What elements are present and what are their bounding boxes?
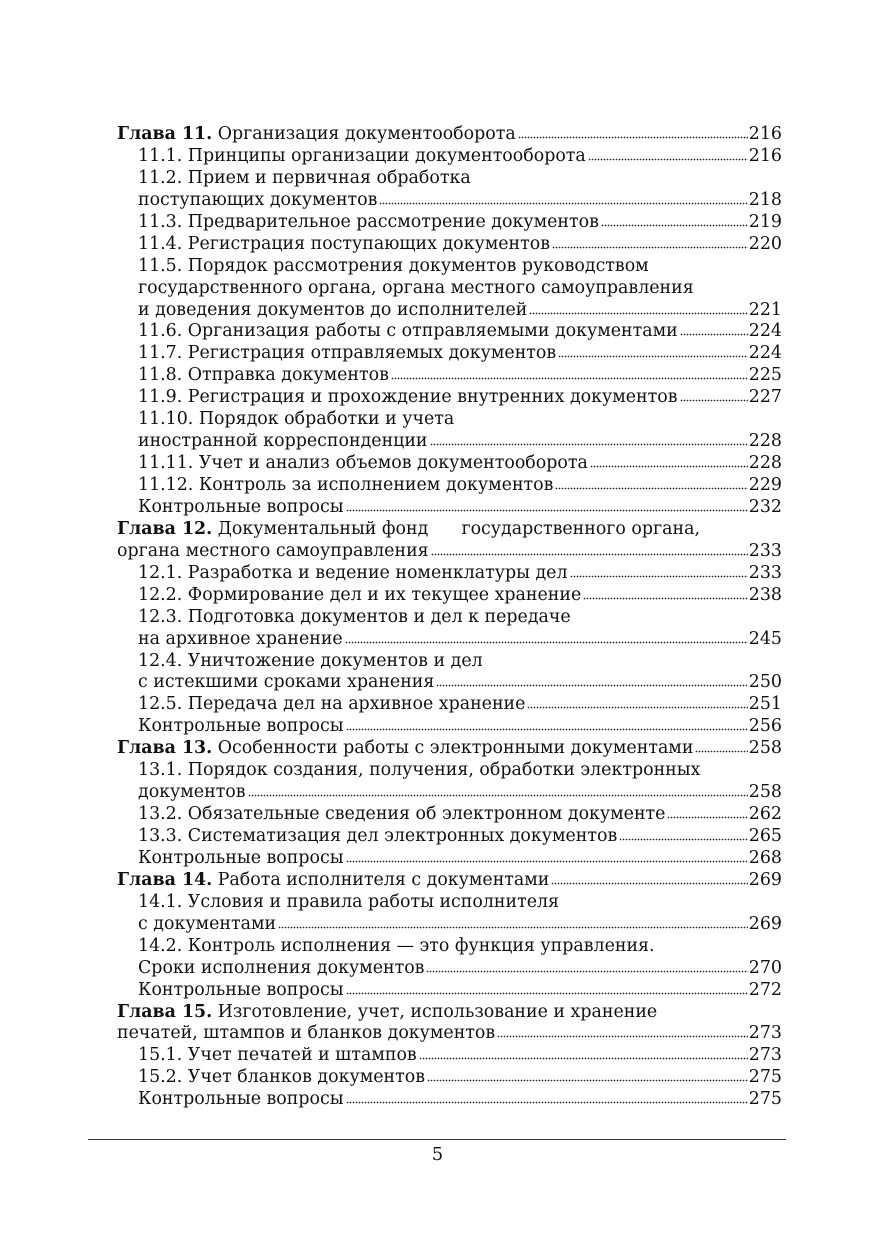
- toc-entry: [117, 782, 782, 804]
- dot-leader: [419, 1056, 748, 1060]
- dot-leader: [346, 991, 748, 995]
- toc-entry-text: [117, 1023, 495, 1045]
- toc-entry-text: [117, 1002, 657, 1022]
- toc-entry: [117, 343, 782, 365]
- toc-entry: [117, 563, 782, 585]
- toc-entry-text: [138, 585, 581, 607]
- toc-entry: [117, 716, 782, 738]
- toc-title: Изготовление, учет, использование и хранение: [212, 1001, 658, 1022]
- dot-leader: [555, 486, 747, 490]
- toc-entry: [117, 497, 782, 519]
- toc-entry-text: [138, 300, 527, 322]
- toc-title: иностранной корреспонденции: [138, 431, 428, 452]
- chapter-label: Глава 14.: [117, 869, 213, 890]
- toc-page-number: 258: [748, 782, 782, 803]
- toc-entry: [117, 848, 782, 870]
- toc-title: 13.2. Обязательные сведения об электронном документе: [138, 804, 666, 825]
- toc-title: 11.11. Учет и анализ объемов документооборота: [138, 453, 588, 474]
- toc-title: государственного органа, органа местного самоуправления: [138, 277, 694, 298]
- toc-entry: [117, 672, 782, 694]
- toc-page-number: 238: [748, 584, 782, 605]
- toc-entry-text: [138, 1089, 344, 1111]
- toc-title: Сроки исполнения документов: [138, 957, 425, 978]
- dot-leader: [379, 201, 747, 205]
- toc-entry-text: [138, 497, 344, 519]
- toc-entry-text: [138, 892, 559, 912]
- dot-leader: [619, 837, 748, 841]
- dot-leader: [558, 354, 748, 358]
- toc-entry-text: [138, 936, 655, 956]
- toc-entry: [117, 453, 782, 475]
- toc-entry-text: [117, 124, 516, 146]
- toc-entry: [117, 234, 782, 256]
- toc-entry: [117, 387, 782, 409]
- toc-entry-text: [138, 431, 428, 453]
- toc-title: печатей, штампов и бланков документов: [117, 1023, 496, 1044]
- toc-entry-text: [138, 782, 246, 804]
- toc-title: Контрольные вопросы: [138, 716, 344, 737]
- toc-title: Контрольные вопросы: [138, 847, 344, 868]
- toc-entry-text: [138, 1067, 425, 1089]
- dot-leader: [346, 1100, 748, 1104]
- toc-entry-text: [138, 190, 377, 212]
- toc-page-number: 269: [748, 869, 782, 890]
- dot-leader: [529, 311, 747, 315]
- toc-page-number: 227: [748, 387, 782, 408]
- dot-leader: [430, 442, 748, 446]
- dot-leader: [527, 705, 747, 709]
- toc-entry-text: [138, 1045, 417, 1067]
- toc-title: 11.10. Порядок обработки и учета: [138, 409, 455, 430]
- toc-entry-continued: [117, 1002, 782, 1024]
- toc-title: 11.2. Прием и первичная обработка: [138, 167, 471, 188]
- dot-leader: [346, 859, 748, 863]
- toc-page-number: 275: [748, 1067, 782, 1088]
- toc-entry: [117, 958, 782, 980]
- toc-title: 11.4. Регистрация поступающих документов: [138, 233, 551, 254]
- toc-page-number: 272: [748, 979, 782, 1000]
- toc-entry: [117, 1045, 782, 1067]
- toc-title: 14.1. Условия и правила работы исполнителя: [138, 891, 560, 912]
- toc-page-number: 269: [748, 913, 782, 934]
- toc-entry: [117, 804, 782, 826]
- dot-leader: [345, 640, 748, 644]
- dot-leader: [570, 574, 748, 578]
- toc-entry-text: [138, 278, 694, 298]
- toc-entry: [117, 124, 782, 146]
- dot-leader: [426, 969, 747, 973]
- toc-entry: [117, 1023, 782, 1045]
- toc-entry-continued: [117, 409, 782, 431]
- toc-page-number: 265: [748, 826, 782, 846]
- toc-entry-text: [138, 256, 649, 276]
- toc-title: 15.1. Учет печатей и штампов: [138, 1045, 417, 1066]
- toc-title: 11.5. Порядок рассмотрения документов руководством: [138, 255, 649, 276]
- toc-entry-continued: [117, 168, 782, 190]
- toc-entry: [117, 694, 782, 716]
- dot-leader: [436, 683, 747, 687]
- toc-entry-continued: [117, 936, 782, 958]
- toc-page-number: 225: [748, 365, 782, 386]
- dot-leader: [680, 398, 748, 402]
- toc-page-number: 224: [748, 321, 782, 342]
- toc-entry-continued: [117, 519, 782, 541]
- toc-page-number: 270: [748, 957, 782, 978]
- toc-entry-text: [138, 672, 434, 694]
- toc-entry-text: [138, 607, 571, 627]
- toc-title: 12.4. Уничтожение документов и дел: [138, 650, 483, 671]
- toc-entry-continued: [117, 651, 782, 673]
- toc-entry: [117, 629, 782, 651]
- toc-entry: [117, 1089, 782, 1111]
- toc-title: Работа исполнителя с документами: [212, 869, 550, 890]
- toc-page-number: 228: [748, 453, 782, 474]
- dot-leader: [667, 815, 747, 819]
- toc-title: документов: [138, 782, 246, 803]
- toc-page-number: 233: [748, 540, 782, 561]
- toc-page-number: 216: [748, 124, 782, 144]
- dot-leader: [601, 223, 748, 227]
- toc-entry: [117, 212, 782, 234]
- toc-entry: [117, 980, 782, 1002]
- toc-title: Контрольные вопросы: [138, 496, 344, 517]
- toc-entry-text: [138, 651, 483, 671]
- toc-title: 13.3. Систематизация дел электронных документов: [138, 826, 618, 846]
- toc-title: 11.8. Отправка документов: [138, 365, 389, 386]
- dot-leader: [583, 596, 748, 600]
- toc-title: 12.5. Передача дел на архивное хранение: [138, 694, 526, 715]
- chapter-label: Глава 11.: [117, 124, 213, 144]
- toc-entry-text: [138, 343, 556, 365]
- toc-page-number: 268: [748, 847, 782, 868]
- toc-page-number: 251: [748, 694, 782, 715]
- toc-title: 11.1. Принципы организации документооборота: [138, 145, 586, 166]
- toc-page-number: 245: [748, 628, 782, 649]
- dot-leader: [695, 749, 747, 753]
- toc-page-number: 262: [748, 804, 782, 825]
- toc-entry: [117, 190, 782, 212]
- toc-entry-text: [138, 563, 568, 585]
- toc-entry-continued: [117, 892, 782, 914]
- toc-page-number: 221: [748, 299, 782, 320]
- toc-page-number: 219: [748, 211, 782, 232]
- dot-leader: [497, 1034, 748, 1038]
- chapter-label: Глава 12.: [117, 518, 213, 539]
- toc-entry-text: [138, 980, 344, 1002]
- toc-entry: [117, 541, 782, 563]
- toc-entry-text: [117, 519, 700, 539]
- toc-entry: [117, 585, 782, 607]
- page-number: 5: [431, 1144, 444, 1165]
- toc-title: Контрольные вопросы: [138, 979, 344, 1000]
- toc-title: и доведения документов до исполнителей: [138, 299, 528, 320]
- toc-title: органа местного самоуправления: [117, 540, 429, 561]
- toc-title: 12.3. Подготовка документов и дел к передаче: [138, 606, 571, 627]
- toc-entry-continued: [117, 256, 782, 278]
- dot-leader: [391, 376, 748, 380]
- toc-entry-text: [117, 738, 693, 760]
- dot-leader: [518, 135, 748, 139]
- toc-entry: [117, 738, 782, 760]
- dot-leader: [588, 157, 748, 161]
- toc-entry-text: [138, 409, 454, 429]
- dot-leader: [278, 925, 748, 929]
- footer-divider: [88, 1139, 786, 1140]
- toc-page-number: 228: [748, 431, 782, 452]
- toc-entry: [117, 1067, 782, 1089]
- toc-entry-text: [138, 914, 276, 936]
- toc-page-number: 218: [748, 189, 782, 210]
- toc-title: с документами: [138, 913, 277, 934]
- toc-title: поступающих документов: [138, 189, 378, 210]
- table-of-contents: [117, 124, 782, 1111]
- toc-entry-text: [117, 541, 429, 563]
- toc-page-number: 250: [748, 672, 782, 693]
- toc-entry-text: [138, 694, 525, 716]
- toc-entry: [117, 300, 782, 322]
- toc-title: 11.7. Регистрация отправляемых документов: [138, 343, 557, 364]
- toc-page-number: 273: [748, 1023, 782, 1044]
- toc-entry-text: [138, 321, 678, 343]
- dot-leader: [680, 332, 748, 336]
- toc-page-number: 275: [748, 1089, 782, 1110]
- toc-page-number: 220: [748, 233, 782, 254]
- toc-entry-text: [138, 716, 344, 738]
- toc-entry: [117, 826, 782, 848]
- toc-title: Контрольные вопросы: [138, 1089, 344, 1110]
- chapter-label: Глава 13.: [117, 738, 213, 759]
- dot-leader: [590, 464, 748, 468]
- toc-entry: [117, 914, 782, 936]
- toc-title: 11.12. Контроль за исполнением документов: [138, 475, 554, 495]
- dot-leader: [551, 881, 747, 885]
- toc-entry: [117, 146, 782, 168]
- toc-entry-text: [138, 760, 700, 780]
- toc-page-number: 224: [748, 343, 782, 364]
- toc-page-number: 256: [748, 716, 782, 737]
- toc-page-number: 232: [748, 496, 782, 517]
- toc-entry-continued: [117, 278, 782, 300]
- toc-entry: [117, 365, 782, 387]
- toc-entry-continued: [117, 760, 782, 782]
- toc-entry: [117, 321, 782, 343]
- toc-entry-text: [138, 826, 617, 848]
- toc-title: Особенности работы с электронными документами: [212, 738, 694, 759]
- toc-page-number: 229: [748, 475, 782, 495]
- toc-entry-text: [138, 146, 586, 168]
- toc-title: 13.1. Порядок создания, получения, обработки электронных: [138, 760, 701, 781]
- toc-entry-text: [138, 475, 553, 497]
- toc-entry: [117, 475, 782, 497]
- toc-title: Организация документооборота: [212, 124, 516, 144]
- toc-page-number: 273: [748, 1045, 782, 1066]
- dot-leader: [346, 508, 748, 512]
- toc-entry-text: [138, 212, 599, 234]
- toc-title: 11.9. Регистрация и прохождение внутренних документов: [138, 387, 678, 408]
- toc-title: 11.3. Предварительное рассмотрение документов: [138, 211, 599, 232]
- toc-entry-text: [138, 365, 389, 387]
- dot-leader: [552, 245, 748, 249]
- toc-entry-text: [138, 387, 678, 409]
- dot-leader: [248, 793, 748, 797]
- toc-entry-text: [138, 804, 665, 826]
- toc-title: 15.2. Учет бланков документов: [138, 1067, 425, 1088]
- toc-title: 14.2. Контроль исполнения — это функция управления.: [138, 935, 655, 956]
- toc-title: 12.1. Разработка и ведение номенклатуры дел: [138, 562, 568, 583]
- toc-entry-text: [138, 234, 550, 256]
- toc-title: с истекшими сроками хранения: [138, 672, 435, 693]
- toc-page-number: 216: [748, 145, 782, 166]
- chapter-label: Глава 15.: [117, 1001, 213, 1022]
- toc-entry-text: [138, 453, 588, 475]
- toc-entry-text: [138, 168, 471, 188]
- toc-title: 11.6. Организация работы с отправляемыми документами: [138, 321, 678, 342]
- toc-page-number: 233: [748, 562, 782, 583]
- toc-entry-continued: [117, 607, 782, 629]
- toc-entry-text: [138, 848, 344, 870]
- toc-page-number: 258: [748, 738, 782, 759]
- toc-title: Документальный фонд государственного органа,: [212, 518, 700, 539]
- toc-entry-text: [117, 870, 549, 892]
- toc-entry-text: [138, 958, 424, 980]
- dot-leader: [346, 727, 748, 731]
- toc-entry: [117, 431, 782, 453]
- dot-leader: [427, 1078, 748, 1082]
- toc-title: 12.2. Формирование дел и их текущее хранение: [138, 584, 582, 605]
- toc-entry: [117, 870, 782, 892]
- dot-leader: [431, 552, 748, 556]
- toc-entry-text: [138, 629, 343, 651]
- toc-title: на архивное хранение: [138, 628, 343, 649]
